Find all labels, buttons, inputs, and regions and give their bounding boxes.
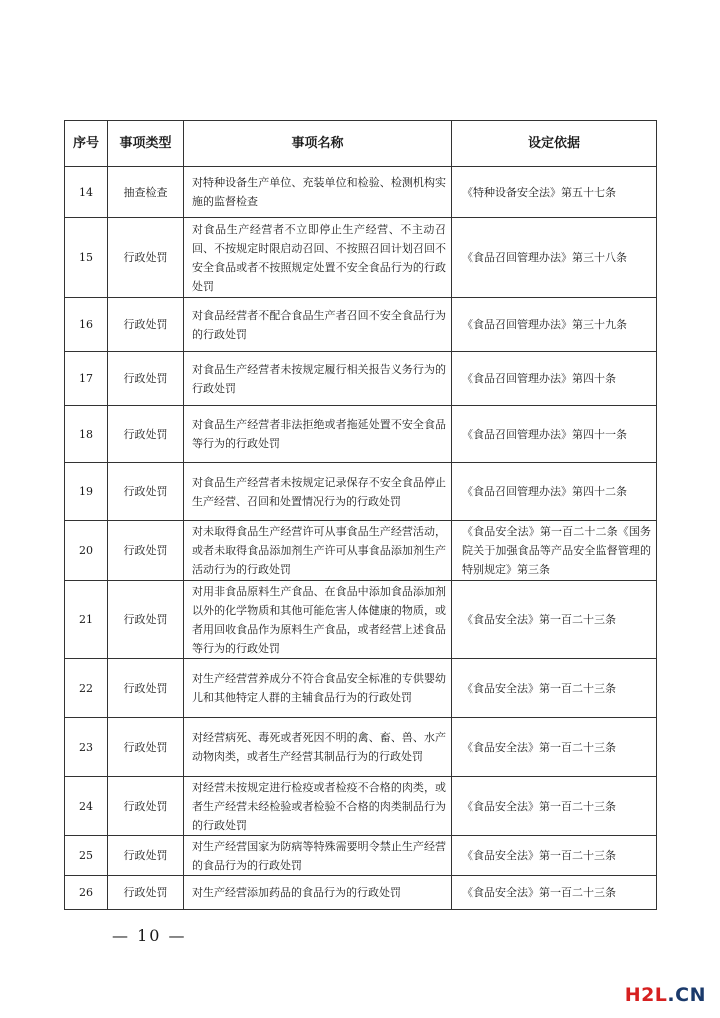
row-number: 22 [65,659,108,718]
row-type: 行政处罚 [108,718,184,777]
row-basis: 《食品召回管理办法》第三十九条 [452,298,657,352]
table-row [65,718,657,777]
regulation-table-container [64,120,656,910]
table-row [65,167,657,218]
row-type: 行政处罚 [108,876,184,910]
row-name: 对经营未按规定进行检疫或者检疫不合格的肉类，或者生产经营未经检验或者检验不合格的肉类制品行为的行政处罚 [184,777,452,836]
row-name: 对生产经营国家为防病等特殊需要明令禁止生产经营的食品行为的行政处罚 [184,836,452,876]
row-basis: 《特种设备安全法》第五十七条 [452,167,657,218]
table-row [65,521,657,581]
row-basis: 《食品安全法》第一百二十三条 [452,718,657,777]
row-number: 20 [65,521,108,581]
row-number: 23 [65,718,108,777]
table-row [65,836,657,876]
row-name: 对食品生产经营者未按规定记录保存不安全食品停止生产经营、召回和处置情况行为的行政处罚 [184,463,452,521]
row-basis: 《食品安全法》第一百二十三条 [452,777,657,836]
row-number: 16 [65,298,108,352]
row-basis: 《食品召回管理办法》第四十二条 [452,463,657,521]
row-basis: 《食品召回管理办法》第四十条 [452,352,657,406]
row-name: 对生产经营营养成分不符合食品安全标准的专供婴幼儿和其他特定人群的主辅食品行为的行政处罚 [184,659,452,718]
row-number: 21 [65,581,108,659]
row-type: 抽查检查 [108,167,184,218]
row-name: 对食品生产经营者非法拒绝或者拖延处置不安全食品等行为的行政处罚 [184,406,452,463]
row-basis: 《食品安全法》第一百二十三条 [452,836,657,876]
row-number: 25 [65,836,108,876]
table-row [65,777,657,836]
regulation-table [64,120,657,910]
row-type: 行政处罚 [108,777,184,836]
row-name: 对特种设备生产单位、充装单位和检验、检测机构实施的监督检查 [184,167,452,218]
row-type: 行政处罚 [108,218,184,298]
row-basis: 《食品召回管理办法》第三十八条 [452,218,657,298]
row-name: 对食品生产经营者不立即停止生产经营、不主动召回、不按规定时限启动召回、不按照召回计划召回不安全食品或者不按照规定处置不安全食品行为的行政处罚 [184,218,452,298]
row-name: 对未取得食品生产经营许可从事食品生产经营活动，或者未取得食品添加剂生产许可从事食品添加剂生产活动行为的行政处罚 [184,521,452,581]
row-type: 行政处罚 [108,352,184,406]
row-type: 行政处罚 [108,581,184,659]
row-type: 行政处罚 [108,463,184,521]
row-number: 17 [65,352,108,406]
table-row [65,298,657,352]
row-number: 26 [65,876,108,910]
row-name: 对经营病死、毒死或者死因不明的禽、畜、兽、水产动物肉类，或者生产经营其制品行为的行政处罚 [184,718,452,777]
row-name: 对食品生产经营者未按规定履行相关报告义务行为的行政处罚 [184,352,452,406]
row-number: 19 [65,463,108,521]
row-name: 对用非食品原料生产食品、在食品中添加食品添加剂以外的化学物质和其他可能危害人体健康的物质，或者用回收食品作为原料生产食品，或者经营上述食品等行为的行政处罚 [184,581,452,659]
row-number: 14 [65,167,108,218]
row-basis: 《食品安全法》第一百二十二条《国务院关于加强食品等产品安全监督管理的特别规定》第三条 [452,521,657,581]
row-type: 行政处罚 [108,659,184,718]
table-row [65,406,657,463]
row-type: 行政处罚 [108,836,184,876]
row-type: 行政处罚 [108,406,184,463]
row-basis: 《食品安全法》第一百二十三条 [452,659,657,718]
table-header-row [65,121,657,167]
table-row [65,876,657,910]
row-basis: 《食品安全法》第一百二十三条 [452,876,657,910]
watermark-logo [625,984,706,1006]
row-type: 行政处罚 [108,298,184,352]
header-item-type: 事项类型 [108,121,184,167]
watermark-brand-b: .CN [667,984,706,1006]
row-name: 对生产经营添加药品的食品行为的行政处罚 [184,876,452,910]
page-number: — 10 — [112,926,187,945]
header-item-name: 事项名称 [184,121,452,167]
table-row [65,581,657,659]
header-legal-basis: 设定依据 [452,121,657,167]
table-row [65,218,657,298]
row-name: 对食品经营者不配合食品生产者召回不安全食品行为的行政处罚 [184,298,452,352]
row-number: 18 [65,406,108,463]
row-number: 15 [65,218,108,298]
table-row [65,659,657,718]
table-row [65,463,657,521]
watermark-brand-a: H2L [624,984,668,1006]
header-serial-number: 序号 [65,121,108,167]
row-basis: 《食品安全法》第一百二十三条 [452,581,657,659]
row-number: 24 [65,777,108,836]
row-basis: 《食品召回管理办法》第四十一条 [452,406,657,463]
table-row [65,352,657,406]
row-type: 行政处罚 [108,521,184,581]
